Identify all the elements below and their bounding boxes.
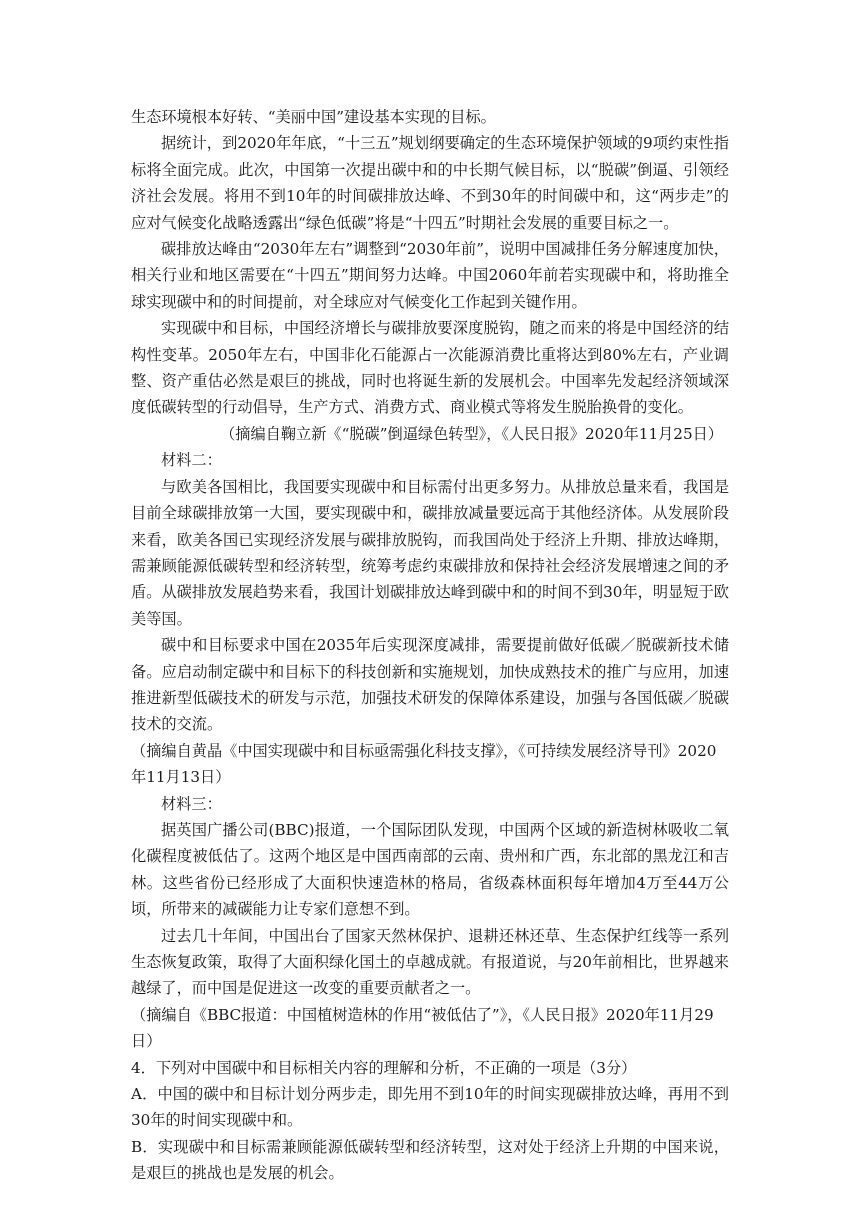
paragraph-comparison: 与欧美各国相比，我国要实现碳中和目标需付出更多努力。从排放总量来看，我国是目前全球碳排放第一大国，要实现碳中和，碳排放减量要远高于其他经济体。从发展阶段来看，欧美各国已实现经济发展与碳排放脱钩，而我国尚处于经济上升期、排放达峰期，需兼顾能源低碳转型和经济转型，统筹考虑约束碳排放和保持社会经济发展增速之间的矛盾。从碳排放发展趋势来看，我国计划碳排放达峰到碳中和的时间不到30年，明显短于欧美等国。 bbox=[131, 477, 729, 628]
paragraph-bbc-report: 据英国广播公司(BBC)报道，一个国际团队发现，中国两个区域的新造树林吸收二氧化碳程度被低估了。这两个地区是中国西南部的云南、贵州和广西，东北部的黑龙江和吉林。这些省份已经形成了大面积快速造林的格局，省级森林面积每年增加4万至44万公顷，所带来的减碳能力让专家们意想不到。 bbox=[131, 820, 729, 919]
option-b: B．实现碳中和目标需兼顾能源低碳转型和经济转型，这对处于经济上升期的中国来说，是艰巨的挑战也是发展的机会。 bbox=[131, 1137, 729, 1183]
material-two-heading: 材料二： bbox=[161, 451, 222, 470]
material-three-heading: 材料三： bbox=[161, 794, 222, 813]
paragraph-peak-adjustment: 碳排放达峰由“2030年左右”调整到“2030年前”，说明中国减排任务分解速度加快，相关行业和地区需要在“十四五”期间努力达峰。中国2060年前若实现碳中和，将助推全球实现碳中和的时间提前，对全球应对气候变化工作起到关键作用。 bbox=[131, 240, 729, 311]
question-stem: 4．下列对中国碳中和目标相关内容的理解和分析，不正确的一项是（3分） bbox=[131, 1058, 637, 1077]
passage-body bbox=[131, 104, 729, 1187]
source-citation-1: （摘编自鞠立新《“脱碳”倒逼绿色转型》，《人民日报》2020年11月25日） bbox=[220, 424, 723, 443]
paragraph-intro-tail: 生态环境根本好转、“美丽中国”建设基本实现的目标。 bbox=[131, 108, 496, 126]
source-citation-3: （摘编自《BBC报道：中国植树造林的作用“被低估了”》，《人民日报》2020年11月29日） bbox=[131, 1005, 714, 1051]
paragraph-technology: 碳中和目标要求中国在2035年后实现深度减排，需要提前做好低碳／脱碳新技术储备。应启动制定碳中和目标下的科技创新和实施规划，加快成熟技术的推广与应用，加速推进新型低碳技术的研发与示范，加强技术研发的保障体系建设，加强与各国低碳／脱碳技术的交流。 bbox=[131, 636, 729, 734]
source-citation-2: （摘编自黄晶《中国实现碳中和目标亟需强化科技支撑》，《可持续发展经济导刊》2020年11月13日） bbox=[131, 741, 717, 787]
option-a: A．中国的碳中和目标计划分两步走，即先用不到10年的时间实现碳排放达峰，再用不到30年的时间实现碳中和。 bbox=[131, 1085, 729, 1130]
paragraph-statistics: 据统计，到2020年年底，“十三五”规划纲要确定的生态环境保护领域的9项约束性指标将全面完成。此次，中国第一次提出碳中和的中长期气候目标，以“脱碳”倒逼、引领经济社会发展。将用不到10年的时间碳排放达峰、不到30年的时间碳中和，这“两步走”的应对气候变化战略透露出“绿色低碳”将是“十四五”时期社会发展的重要目标之一。 bbox=[131, 134, 729, 232]
paragraph-structural-change: 实现碳中和目标，中国经济增长与碳排放要深度脱钩，随之而来的将是中国经济的结构性变革。2050年左右，中国非化石能源占一次能源消费比重将达到80%左右，产业调整、资产重估必然是艰巨的挑战，同时也将诞生新的发展机会。中国率先发起经济领域深度低碳转型的行动倡导，生产方式、消费方式、商业模式等将发生脱胎换骨的变化。 bbox=[131, 319, 729, 417]
paragraph-ecology-policy: 过去几十年间，中国出台了国家天然林保护、退耕还林还草、生态保护红线等一系列生态恢复政策，取得了大面积绿化国土的卓越成就。有报道说，与20年前相比，世界越来越绿了，而中国是促进这一改变的重要贡献者之一。 bbox=[131, 926, 729, 998]
